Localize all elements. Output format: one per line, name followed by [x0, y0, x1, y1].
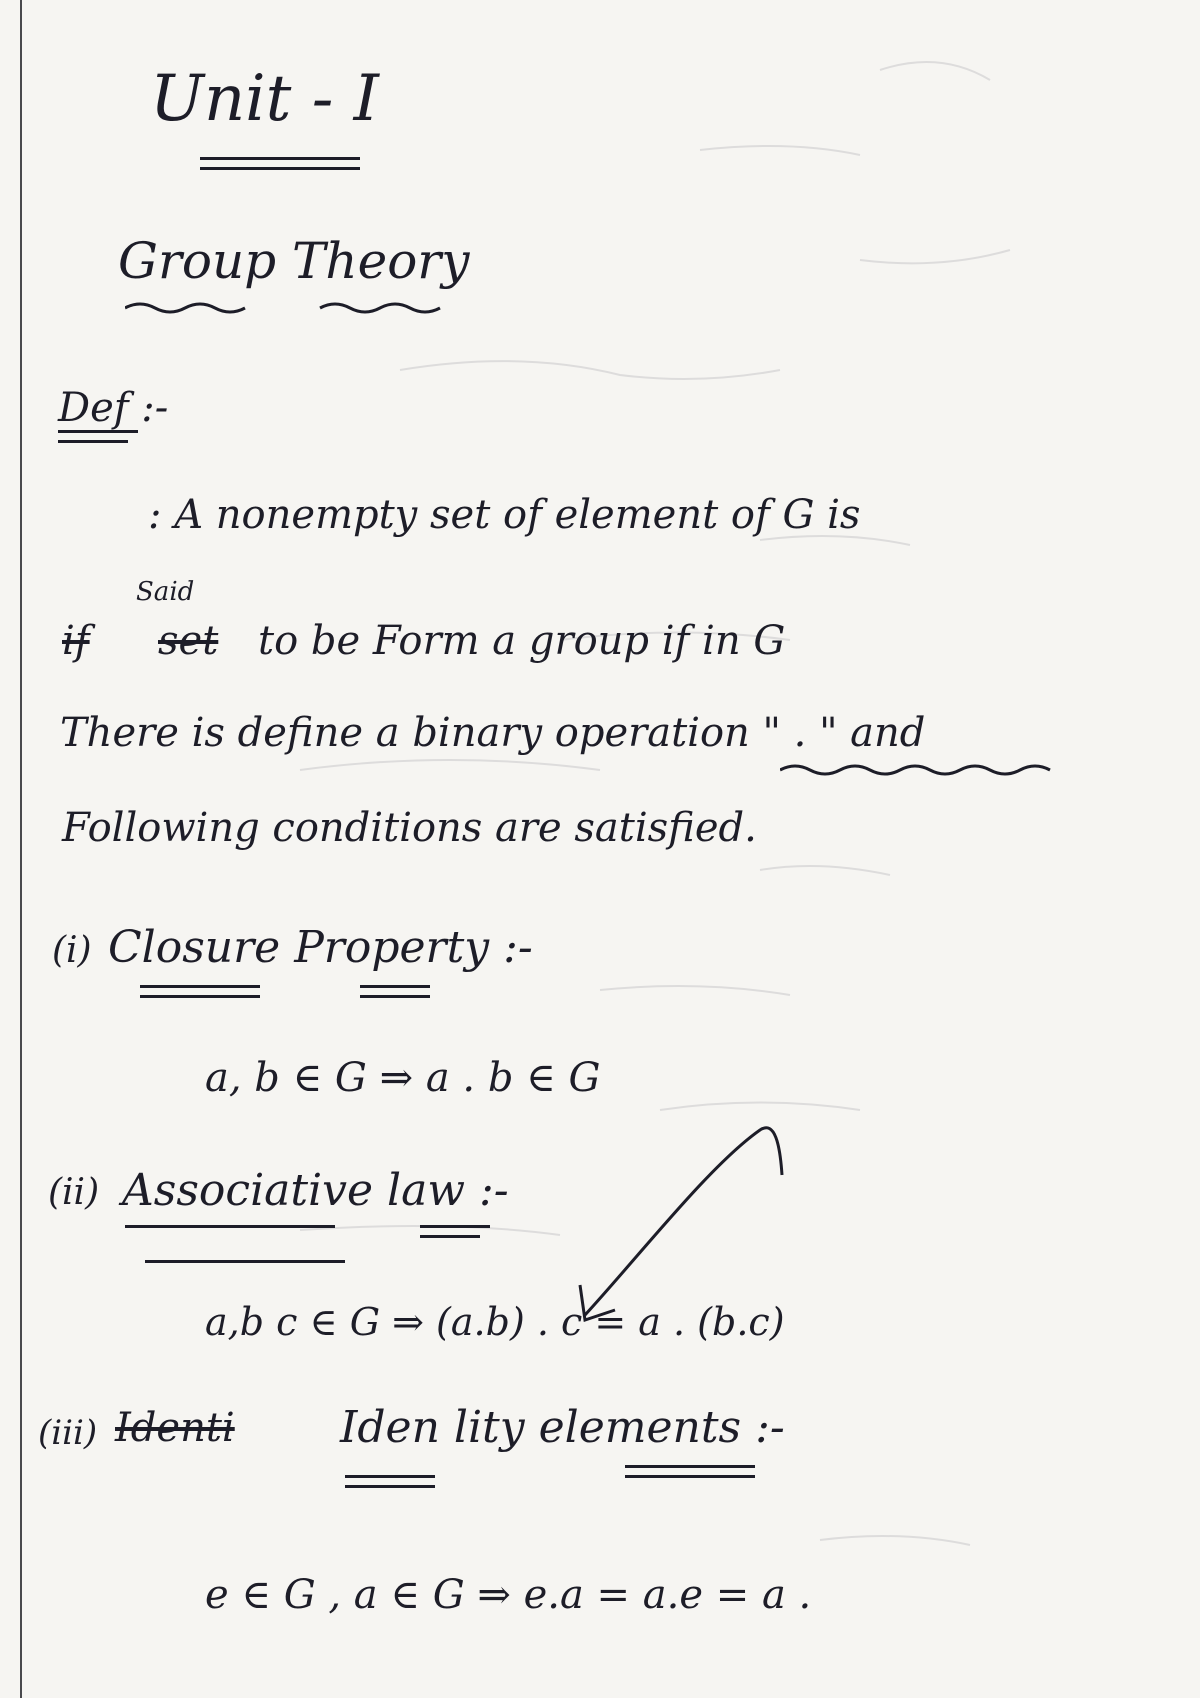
- paragraph-line-2: to be Form a group if in G: [258, 618, 786, 664]
- paragraph-line-3: There is define a binary operation " . " and: [60, 710, 926, 756]
- condition-3-underline-3: [625, 1465, 755, 1468]
- condition-1-underline: [140, 985, 260, 988]
- condition-3-underline: [345, 1475, 435, 1478]
- struck-word-set: set: [158, 618, 219, 664]
- condition-1-underline-2: [140, 995, 260, 998]
- paragraph-line-4: Following conditions are satisfied.: [62, 805, 757, 851]
- condition-2-formula: a,b c ∈ G ⇒ (a.b) . c = a . (b.c): [205, 1300, 785, 1344]
- paragraph-line-1: : A nonempty set of element of G is: [148, 492, 861, 538]
- unit-title: Unit - I: [150, 62, 379, 136]
- unit-title-underline-2: [200, 167, 360, 170]
- condition-3-underline-2: [345, 1485, 435, 1488]
- condition-2-underline: [125, 1225, 335, 1228]
- condition-1-underline-4: [360, 995, 430, 998]
- definition-underline-2: [58, 440, 128, 443]
- said-insertion: Said: [136, 577, 195, 607]
- condition-3-underline-4: [625, 1475, 755, 1478]
- condition-3-number: (iii): [38, 1413, 98, 1453]
- condition-2-underline-3: [420, 1225, 490, 1228]
- condition-2-number: (ii): [48, 1172, 100, 1213]
- condition-2-underline-2: [145, 1260, 345, 1263]
- unit-title-underline: [200, 157, 360, 160]
- topic-title-wavy-underline: [125, 298, 525, 318]
- operation-wavy-underline: [780, 760, 1100, 780]
- condition-1-underline-3: [360, 985, 430, 988]
- condition-3-struck-word: Identi: [115, 1405, 235, 1451]
- condition-2-underline-4: [420, 1235, 480, 1238]
- condition-2-title: Associative law :-: [122, 1165, 509, 1216]
- check-mark-icon: [560, 1105, 820, 1345]
- condition-1-number: (i): [52, 930, 92, 971]
- condition-3-formula: e ∈ G , a ∈ G ⇒ e.a = a.e = a .: [205, 1572, 812, 1618]
- definition-underline: [58, 430, 138, 433]
- condition-1-formula: a, b ∈ G ⇒ a . b ∈ G: [205, 1055, 601, 1101]
- topic-title: Group Theory: [118, 232, 470, 290]
- struck-word-if: if: [62, 618, 90, 664]
- condition-1-title: Closure Property :-: [108, 922, 533, 973]
- condition-3-title: Iden lity elements :-: [340, 1402, 785, 1453]
- definition-label: Def :-: [58, 385, 169, 431]
